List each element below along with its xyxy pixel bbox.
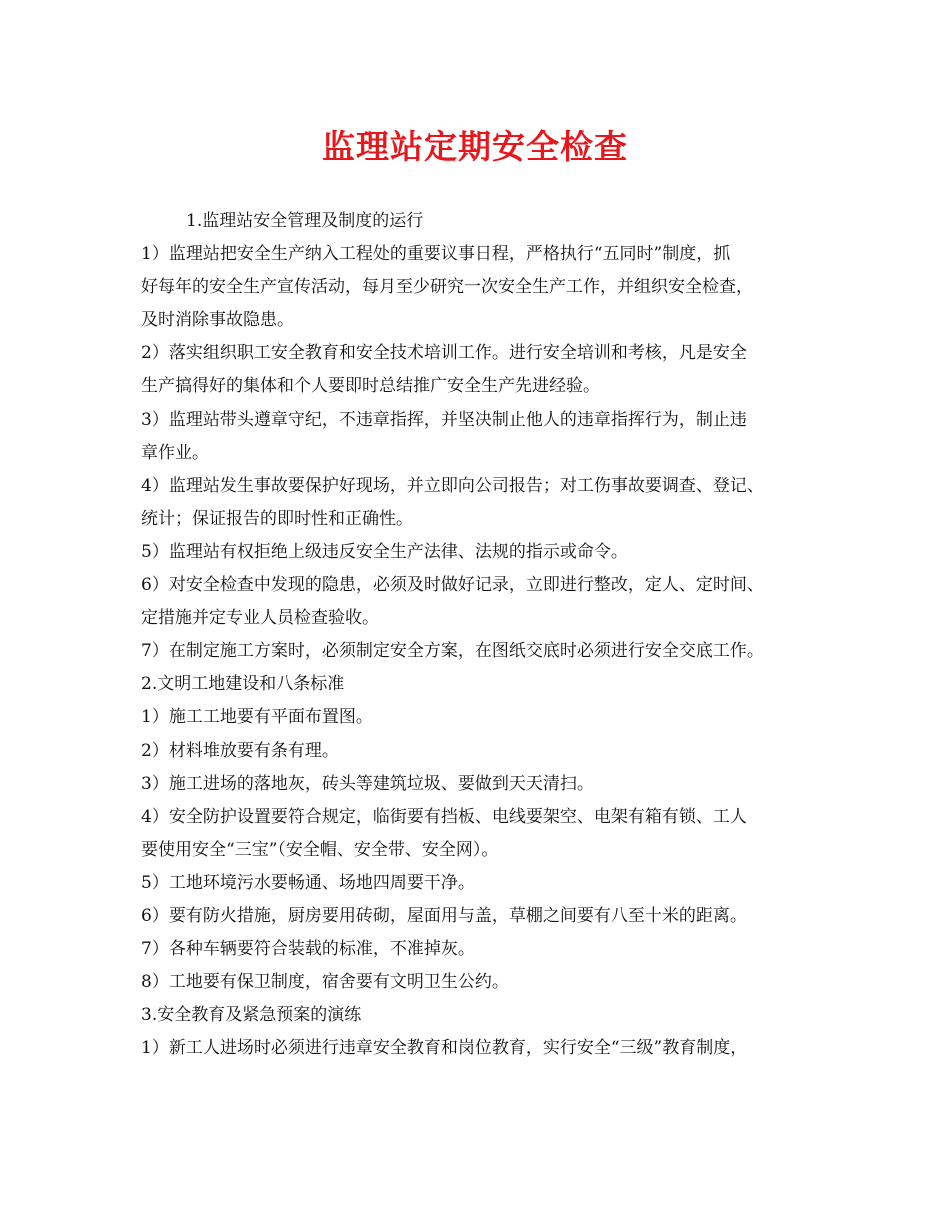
paragraph-line: 3）监理站带头遵章守纪，不违章指挥，并坚决制止他人的违章指挥行为，制止违 [141, 409, 747, 430]
paragraph-line: 4）监理站发生事故要保护好现场，并立即向公司报告；对工伤事故要调查、登记、 [141, 475, 764, 496]
paragraph-line: 5）工地环境污水要畅通、场地四周要干净。 [141, 872, 475, 893]
paragraph-line: 8）工地要有保卫制度，宿舍要有文明卫生公约。 [141, 972, 509, 993]
paragraph-line: 7）在制定施工方案时，必须制定安全方案，在图纸交底时必须进行安全交底工作。 [141, 641, 764, 662]
section-heading: 2.文明工地建设和八条标准 [141, 674, 345, 695]
paragraph-line: 6）要有防火措施，厨房要用砖砌，屋面用与盖，草棚之间要有八至十米的距离。 [141, 905, 747, 926]
paragraph-line: 好每年的安全生产宣传活动，每月至少研究一次安全生产工作，并组织安全检查， [141, 277, 753, 298]
paragraph-line: 1）新工人进场时必须进行违章安全教育和岗位教育，实行安全“三级”教育制度， [141, 1038, 748, 1059]
paragraph-line: 6）对安全检查中发现的隐患，必须及时做好记录，立即进行整改，定人、定时间、 [141, 575, 764, 596]
section-heading: 1.监理站安全管理及制度的运行 [186, 211, 424, 231]
paragraph-line: 及时消除事故隐患。 [141, 310, 294, 331]
paragraph-line: 4）安全防护设置要符合规定，临街要有挡板、电线要架空、电架有箱有锁、工人 [141, 806, 747, 827]
document-title: 监理站定期安全检查 [322, 127, 628, 166]
paragraph-line: 2）落实组织职工安全教育和安全技术培训工作。进行安全培训和考核，凡是安全 [141, 343, 747, 364]
paragraph-line: 1）施工工地要有平面布置图。 [141, 707, 373, 728]
paragraph-line: 定措施并定专业人员检查验收。 [141, 608, 379, 629]
document-body [141, 205, 831, 1065]
paragraph-line: 统计；保证报告的即时性和正确性。 [141, 508, 413, 529]
paragraph-line: 7）各种车辆要符合装载的标准，不准掉灰。 [141, 939, 475, 960]
paragraph-line: 章作业。 [141, 442, 209, 463]
paragraph-line: 5）监理站有权拒绝上级违反安全生产法律、法规的指示或命令。 [141, 541, 628, 562]
paragraph-line: 生产搞得好的集体和个人要即时总结推广安全生产先进经验。 [141, 376, 600, 397]
paragraph-line: 1）监理站把安全生产纳入工程处的重要议事日程，严格执行“五同时”制度，抓 [141, 244, 731, 265]
paragraph-line: 2）材料堆放要有条有理。 [141, 740, 339, 761]
section-heading: 3.安全教育及紧急预案的演练 [141, 1005, 362, 1026]
paragraph-line: 要使用安全“三宝”（安全帽、安全带、安全网）。 [141, 839, 499, 860]
paragraph-line: 3）施工进场的落地灰，砖头等建筑垃圾、要做到天天清扫。 [141, 773, 594, 794]
